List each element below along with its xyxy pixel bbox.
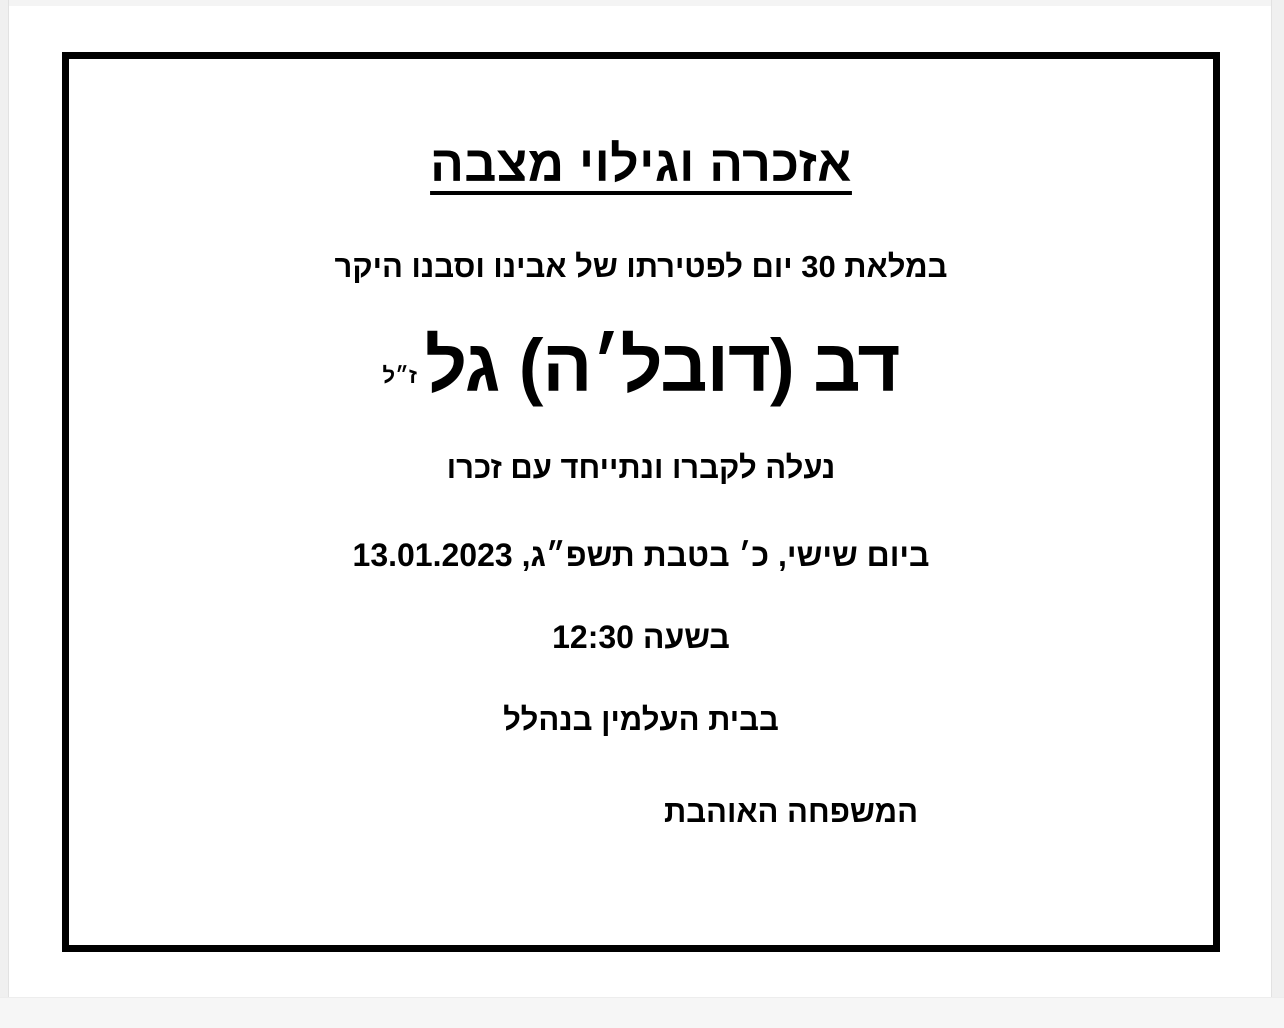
notice-content (69, 59, 1213, 830)
signature-line: המשפחה האוהבת (663, 794, 919, 830)
memorial-notice-card (62, 52, 1220, 952)
page-edge-right (1271, 0, 1284, 1028)
date-line: ביום שישי, כ׳ בטבת תשפ״ג, 13.01.2023 (352, 537, 930, 574)
invitation-line: נעלה לקברו ונתייחד עם זכרו (446, 449, 836, 485)
page-edge-left (0, 0, 9, 1028)
notice-subtitle: במלאת 30 יום לפטירתו של אבינו וסבנו היקר (334, 249, 948, 284)
deceased-honorific: ז״ל (382, 363, 417, 389)
deceased-name-line (109, 285, 1173, 408)
page-edge-bottom (0, 997, 1284, 1028)
place-line: בבית העלמין בנהלל (503, 701, 779, 737)
notice-title: אזכרה וגילוי מצבה (430, 136, 852, 192)
time-line: בשעה 12:30 (552, 619, 730, 656)
deceased-name: דב (דובל׳ה) גל (424, 324, 900, 408)
page-edge-top (0, 0, 1284, 6)
